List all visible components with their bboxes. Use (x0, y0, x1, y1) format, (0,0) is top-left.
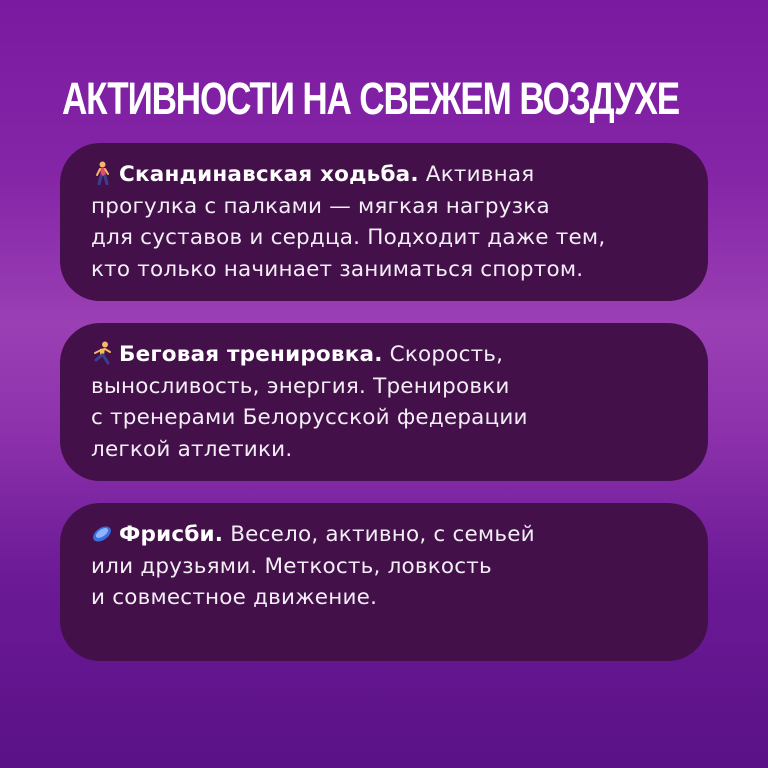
description-line: Скорость, (382, 342, 504, 367)
activity-description (91, 339, 678, 465)
activity-title: Фрисби. (119, 522, 224, 547)
activity-description (91, 159, 678, 285)
description-line: с тренерами Белорусской федерации (91, 405, 528, 430)
description-line: выносливость, энергия. Тренировки (91, 373, 510, 399)
running-person-icon (91, 341, 113, 365)
activity-title: Беговая тренировка. (119, 342, 383, 367)
description-line: и совместное движение. (91, 585, 378, 610)
description-line: Активная (418, 162, 535, 187)
activity-description (91, 519, 678, 614)
description-line: Весело, активно, с семьей (223, 522, 535, 547)
description-line: для суставов и сердца. Подходит даже тем, (91, 225, 606, 250)
description-line: прогулка с палками — мягкая нагрузка (91, 193, 550, 219)
walking-person-icon (91, 161, 113, 185)
description-line: или друзьями. Меткость, ловкость (91, 553, 492, 579)
activity-title: Скандинавская ходьба. (119, 162, 419, 187)
flying-disc-icon (91, 521, 113, 545)
activity-card-nordic-walking (60, 143, 708, 301)
description-line: кто только начинает заниматься спортом. (91, 256, 584, 282)
description-line: легкой атлетики. (91, 436, 293, 462)
page-title: АКТИВНОСТИ НА СВЕЖЕМ ВОЗДУХЕ (62, 73, 679, 124)
activity-card-running (60, 323, 708, 481)
activity-card-frisbee (60, 503, 708, 661)
